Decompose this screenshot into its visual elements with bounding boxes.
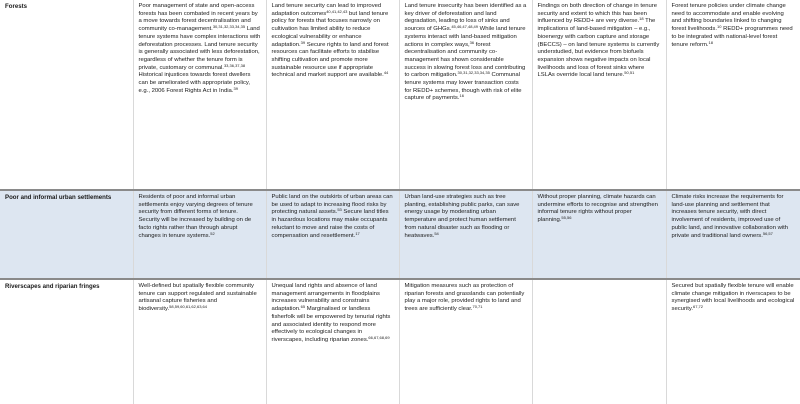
row-label: Riverscapes and riparian fringes [0,279,133,404]
table-cell [133,190,266,279]
table-row-forests [0,0,800,190]
citation-superscript: 65 [300,304,306,310]
citation-superscript: 54 [434,230,439,236]
row-label: Forests [0,0,133,190]
citation-superscript: 70,71 [472,304,483,310]
citation-superscript: 39 [233,85,238,91]
cell-text: Unequal land rights and absence of land management arrangements in floodplains increases vulnerability and constrains adaptation. [271,283,380,313]
table-cell [532,190,666,279]
citation-superscript: 66,67,68,69 [368,334,390,340]
cell-text: Forest tenure policies under climate change need to accommodate and enable evolving and shifting boundaries linked to changing forest livelihoods. [671,3,786,33]
citation-superscript: 10 [717,24,722,30]
table-cell [399,190,532,279]
cell-text: but land tenure policy for forests that focuses narrowly on cultivation has limited ability to reduce ecological vulnerability or enhance adaptation. [271,10,389,48]
cell-text: Secured but spatially flexible tenure will enable climate change mitigation in riverscapes to be synergised with local livelihoods and ecological security. [671,283,795,313]
citation-superscript: 16 [459,93,464,99]
citation-superscript: 67,72 [693,304,704,310]
table-cell [399,0,532,190]
citation-superscript: 53 [337,207,342,213]
table-cell [532,0,666,190]
table-cell [666,279,800,404]
cell-text: Public land on the outskirts of urban areas can be used to adapt to increasing flood risks by protecting natural assets. [271,194,393,216]
table-cell [399,279,532,404]
citation-superscript: 56,57 [762,230,773,236]
table-cell [266,279,399,404]
table-cell [133,279,266,404]
table-row-urban-settlements [0,190,800,279]
citation-superscript: 30,31,32,33,34,35 [457,70,490,76]
table-cell [133,0,266,190]
citation-superscript: 50,51 [624,70,635,76]
citation-superscript: 58,59,60,61,62,63,64 [169,304,207,310]
cell-text: Findings on both direction of change in tenure security and extent to which this has been influenced by REDD+ are very diverse. [537,3,658,25]
row-label: Poor and informal urban settlements [0,190,133,279]
citation-superscript: 17 [355,230,360,236]
citation-superscript: 52 [210,230,215,236]
cell-text: Land tenure insecurity has been identified as a key driver of deforestation and land degradation, leading to loss of sinks and sources of GHGs. [404,3,527,33]
citation-superscript: 39 [300,39,306,45]
cell-text: While land tenure systems interact with land-based mitigation actions in complex ways, [404,26,526,48]
cell-text: Secure rights to land and forest resources can facilitate efforts to stabilise shifting cultivation and promote more sustainable resource use if appropriate technical and market support are available. [271,41,389,79]
citation-superscript: 45,46,47,48,49 [451,24,479,30]
table-cell [266,0,399,190]
cell-text: Mitigation measures such as protection of riparian forests and grasslands can potentially play a major role, provided rights to land and trees are sufficiently clear. [404,283,525,313]
cell-text: Without proper planning, climate hazards can undermine efforts to recognise and strengthen informal tenure rights without proper planning. [537,194,658,224]
cell-text: Poor management of state and open-access forests has been combated in recent years by a move towards forest decentralisation and community co-management. [138,3,258,33]
cell-text: Climate risks increase the requirements for land-use planning and settlement that increases tenure security, with direct involvement of residents, improved use of public land, and innovative collaboration with private and traditional land owners. [671,194,789,239]
table-cell [266,190,399,279]
citation-superscript: 18 [639,16,644,22]
cell-text: Historical injustices towards forest dwellers can be ameliorated with appropriate policy, e.g., 2006 Forest Rights Act in India. [138,72,251,94]
citation-superscript: 44 [383,70,389,76]
citation-superscript: 36 [469,39,475,45]
table-row-riverscapes [0,279,800,404]
cell-text: Residents of poor and informal urban settlements enjoy varying degrees of tenure security from different forms of tenure. Security will be increased by building on de facto rights rather than through abrupt changes in tenure systems. [138,194,253,239]
citation-superscript: 18 [708,39,713,45]
table-cell [666,0,800,190]
citation-superscript: 55,56 [561,215,572,221]
cell-text: Urban land-use strategies such as tree planting, establishing public parks, can save energy usage by moderating urban temperature and protect human settlement from natural disaster such as flooding or heatwaves. [404,194,520,239]
cell-text: Marginalised or landless fisherfolk will be empowered by tenurial rights and associated identity to respond more effectively to ecological changes in riverscapes, including riparian zones. [271,306,391,343]
cell-text: REDD+ programmes need to be integrated with national-level forest tenure reform. [671,26,793,48]
cell-text: Secure land titles in hazardous locations may make occupants reluctant to move and raise the costs of compensation and resettlement. [271,209,389,239]
cell-text: Communal tenure systems may lower transaction costs for REDD+ schemes, though with risk of elite capture of payments. [404,72,522,102]
citation-superscript: 30,31,32,33,34,35 [212,24,246,30]
citation-superscript: 40,41,42,43 [326,8,348,14]
cell-text: The implications of land-based mitigation – e.g., bioenergy with carbon capture and storage (BECCS) – on land tenure systems is currently understudied, but evidence from biofuels expansion shows negative impacts on local livelihoods and loss of forest sinks where LSLAs override local land tenure. [537,18,660,79]
cell-text: forest decentralisation and community co-management has shown considerable success in slowing forest loss and contributing to carbon mitigation. [404,41,526,79]
citation-superscript: 33,36,37,38 [223,62,246,68]
cell-text: Well-defined but spatially flexible community tenure can support regulated and sustainable artisanal capture fisheries and biodiversity. [138,283,257,313]
cell-text: Land tenure systems have complex interactions with deforestation processes. Land tenure security is generally associated with less deforestation, regardless of whether the tenure form is private, customary or communal. [138,26,261,71]
cell-text: Land tenure security can lead to improved adaptation outcomes [271,3,382,17]
table-cell [666,190,800,279]
table-cell [532,279,666,404]
